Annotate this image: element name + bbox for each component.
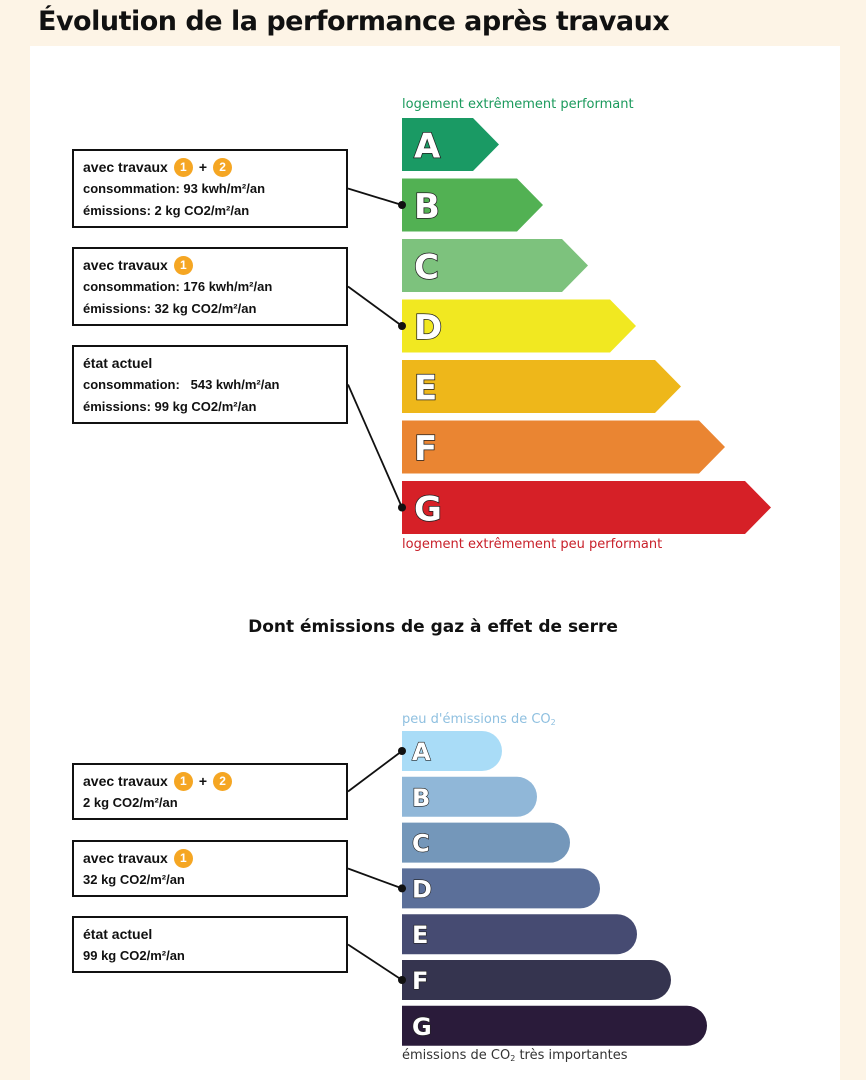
ghg-box-works-1-2 bbox=[72, 763, 348, 820]
energy-box-works-1-2 bbox=[72, 149, 348, 228]
ghg-class-g bbox=[402, 1006, 707, 1046]
ghg-connector-d bbox=[348, 869, 406, 893]
energy-class-e bbox=[402, 360, 681, 413]
ghg-top-caption bbox=[402, 712, 556, 727]
ghg-bar-e bbox=[402, 914, 637, 954]
ghg-bottom-caption-end: très importantes bbox=[515, 1048, 628, 1063]
energy-box-works-1 bbox=[72, 247, 348, 326]
subscript-2: 2 bbox=[550, 718, 556, 727]
consumption-value: consommation: 93 kwh/m²/an bbox=[83, 181, 266, 196]
ghg-bottom-caption bbox=[402, 1048, 628, 1063]
ghg-bar-f bbox=[402, 960, 671, 1000]
ghg-box-works-1 bbox=[72, 840, 348, 897]
ghg-connector-f bbox=[348, 945, 406, 985]
ghg-letter-a: A bbox=[412, 738, 431, 766]
box-heading: état actuel bbox=[83, 355, 153, 371]
energy-top-caption: logement extrêmement performant bbox=[402, 97, 634, 112]
energy-bar-f bbox=[402, 421, 725, 474]
emissions-value: émissions: 32 kg CO2/m²/an bbox=[83, 301, 257, 316]
ghg-bar-g bbox=[402, 1006, 707, 1046]
ghg-connector-a bbox=[348, 747, 406, 792]
step-1-badge-icon: 1 bbox=[174, 849, 193, 868]
page-title: Évolution de la performance après travaux bbox=[38, 6, 670, 37]
ghg-bottom-caption-text: émissions de CO bbox=[402, 1048, 511, 1063]
subscript-2: 2 bbox=[510, 1054, 516, 1063]
plus-sign: + bbox=[198, 159, 208, 175]
energy-letter-c: C bbox=[414, 247, 439, 288]
energy-letter-d: D bbox=[414, 308, 443, 348]
energy-class-f bbox=[402, 421, 725, 474]
energy-class-c bbox=[402, 239, 588, 292]
box-heading: avec travaux bbox=[83, 159, 168, 175]
step-2-badge-icon: 2 bbox=[213, 772, 232, 791]
ghg-class-b bbox=[402, 777, 537, 817]
energy-bottom-caption: logement extrêmement peu performant bbox=[402, 537, 663, 552]
emissions-value: émissions: 99 kg CO2/m²/an bbox=[83, 399, 257, 414]
energy-letter-f: F bbox=[414, 429, 438, 469]
energy-bar-g bbox=[402, 481, 771, 534]
energy-class-b bbox=[402, 179, 543, 232]
ghg-box-current-state bbox=[72, 916, 348, 973]
ghg-letter-f: F bbox=[412, 967, 429, 995]
ghg-class-f bbox=[402, 960, 671, 1000]
energy-letter-e: E bbox=[414, 368, 438, 409]
emissions-value: 32 kg CO2/m²/an bbox=[83, 872, 185, 887]
ghg-class-d bbox=[402, 868, 600, 908]
box-heading: avec travaux bbox=[83, 773, 168, 789]
energy-connector-d bbox=[348, 287, 406, 331]
emissions-value: 99 kg CO2/m²/an bbox=[83, 948, 185, 963]
energy-bar-e bbox=[402, 360, 681, 413]
ghg-section-title: Dont émissions de gaz à effet de serre bbox=[248, 617, 618, 637]
ghg-class-e bbox=[402, 914, 637, 954]
energy-letter-a: A bbox=[414, 126, 441, 167]
energy-class-g bbox=[402, 481, 771, 534]
energy-class-a bbox=[402, 118, 499, 171]
box-heading: état actuel bbox=[83, 926, 153, 942]
emissions-value: émissions: 2 kg CO2/m²/an bbox=[83, 203, 250, 218]
ghg-letter-g: G bbox=[412, 1012, 432, 1041]
box-heading: avec travaux bbox=[83, 257, 168, 273]
ghg-letter-d: D bbox=[412, 875, 432, 904]
consumption-value: consommation: 543 kwh/m²/an bbox=[83, 377, 280, 392]
ghg-letter-e: E bbox=[412, 921, 429, 950]
step-2-badge-icon: 2 bbox=[213, 158, 232, 177]
step-1-badge-icon: 1 bbox=[174, 158, 193, 177]
energy-letter-b: B bbox=[414, 187, 440, 227]
energy-class-d bbox=[402, 300, 636, 353]
energy-box-current-state bbox=[72, 345, 348, 424]
box-heading: avec travaux bbox=[83, 850, 168, 866]
plus-sign: + bbox=[198, 773, 208, 789]
energy-connector-b bbox=[348, 189, 406, 210]
consumption-value: consommation: 176 kwh/m²/an bbox=[83, 279, 273, 294]
energy-connector-g bbox=[348, 385, 406, 512]
ghg-class-a bbox=[402, 731, 502, 771]
ghg-letter-c: C bbox=[412, 829, 430, 858]
ghg-class-c bbox=[402, 823, 570, 863]
step-1-badge-icon: 1 bbox=[174, 772, 193, 791]
step-1-badge-icon: 1 bbox=[174, 256, 193, 275]
energy-letter-g: G bbox=[414, 489, 442, 530]
ghg-letter-b: B bbox=[412, 783, 431, 812]
ghg-top-caption-text: peu d'émissions de CO bbox=[402, 712, 551, 727]
emissions-value: 2 kg CO2/m²/an bbox=[83, 795, 178, 810]
